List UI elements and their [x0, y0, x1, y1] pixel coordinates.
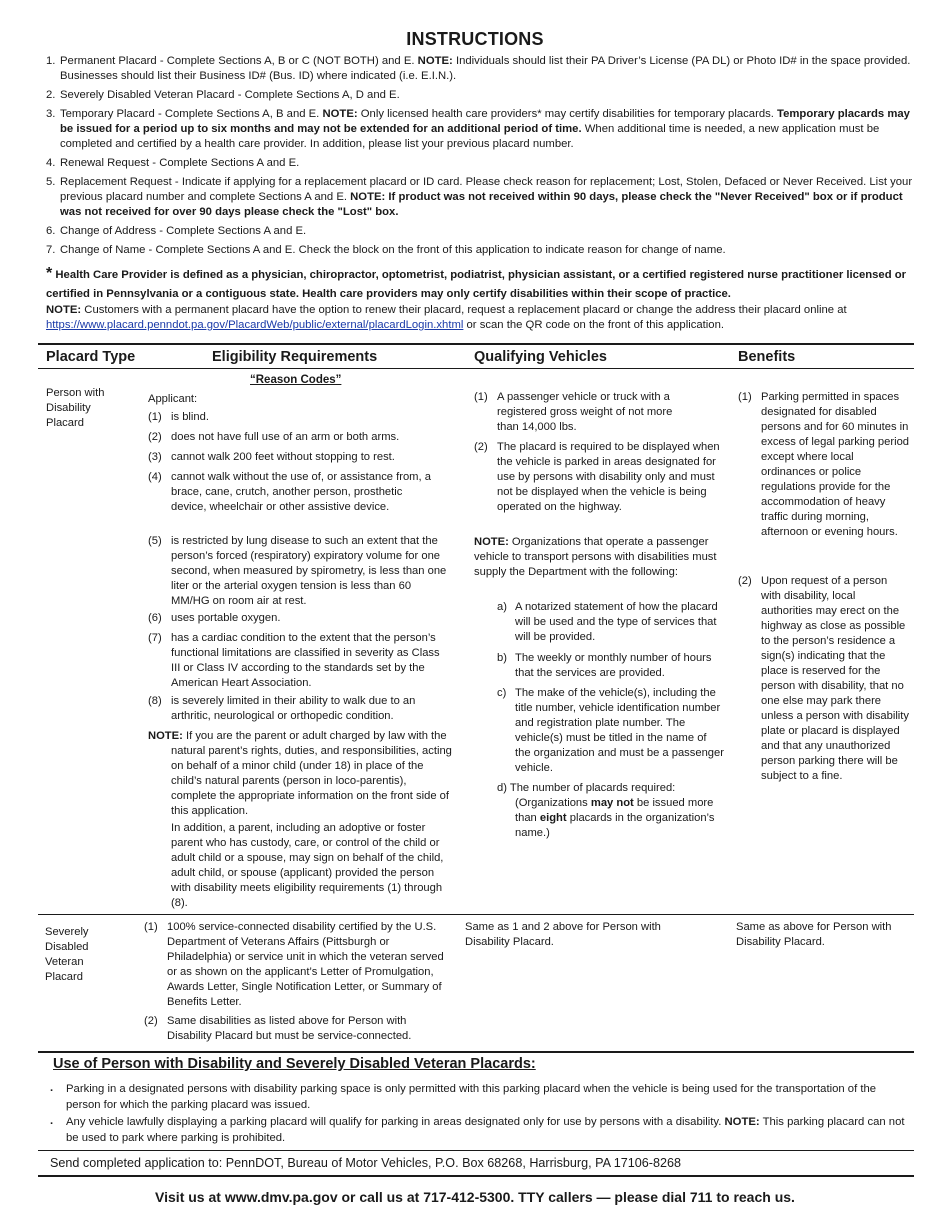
item-text: cannot walk without the use of, or assistance from, a brace, cane, crutch, another person, prosthetic device, wheelchair or other assistive device.: [171, 471, 431, 513]
instruction-text: When additional time is needed, a new application must be completed and certified by a health care provider. In addition, please list your previous placard number.: [60, 123, 880, 150]
item-text: The placard is required to be displayed when the vehicle is parked in areas designated for use by persons with disability only and must not be displayed when the vehicle is being operated on the highway.: [497, 441, 720, 513]
item-text: The number of placards required:: [509, 782, 676, 794]
type-line: Person with: [46, 387, 105, 399]
type-line: Severely: [45, 926, 89, 938]
bullet-text: Parking in a designated persons with disability parking space is only permitted with this parking placard when the vehicle is being used for the transportation of the person for which the parking placard was issued.: [66, 1083, 877, 1111]
item-number: (4): [148, 471, 162, 483]
item-text: 100% service-connected disability certified by the U.S. Department of Veterans Affairs (Pittsburgh or Philadelphia) or service unit in which the veteran served or as shown on the applicant’s Letter of Promulgation, Awards Letter, Single Notification Letter, or Summary of Benefits Letter.: [167, 921, 444, 1008]
item-text: The weekly or monthly number of hours that the services are provided.: [515, 652, 712, 679]
instruction-item: [46, 156, 918, 171]
header-qualifying-vehicles: Qualifying Vehicles: [474, 349, 607, 365]
health-care-text: Health Care Provider is defined as a physician, chiropractor, optometrist, podiatrist, physician assistant, or a certified registered nurse practitioner licensed or certified in Pennsylvania or a contiguous state. Health care providers may only certify disabilities within their scope of practice.: [46, 269, 907, 300]
eligibility-item: [148, 430, 440, 445]
instruction-number: 5.: [46, 176, 56, 188]
health-care-definition: [46, 264, 918, 304]
vehicle-sub-item: [497, 600, 725, 645]
instruction-text: Replacement Request - Indicate if applying for a replacement placard or ID card. Please check reason for replacement; Lost, Stolen, Defaced or Never Received. List your previous placard number and complete Sections A and E.: [60, 176, 913, 203]
benefit-item: [738, 390, 910, 540]
item-text: is blind.: [171, 411, 209, 423]
item-text: Same disabilities as listed above for Person with Disability Placard but must be service-connected.: [167, 1015, 412, 1042]
vehicle-item: [474, 390, 724, 435]
emphasis: may not: [590, 797, 634, 809]
item-number: (3): [148, 451, 162, 463]
send-bottom-rule: [38, 1175, 914, 1177]
vehicle-item: [474, 440, 724, 515]
item-text: placards in the organization’s name.): [515, 812, 715, 839]
note-text: Organizations that operate a passenger vehicle to transport persons with disabilities must supply the Department with the following:: [474, 536, 717, 578]
item-text: uses portable oxygen.: [171, 612, 281, 624]
header-benefits: Benefits: [738, 349, 796, 365]
instruction-text: Permanent Placard - Complete Sections A, B or C (NOT BOTH) and E.: [60, 55, 418, 67]
asterisk: *: [46, 265, 53, 282]
eligibility-item: [148, 534, 452, 609]
instruction-text: Change of Name - Complete Sections A and E. Check the block on the front of this application to indicate reason for change of name.: [60, 244, 726, 256]
item-number: (1): [738, 391, 752, 403]
item-text: (Organizations: [515, 797, 591, 809]
instruction-item: [46, 107, 918, 152]
instruction-bold-text: NOTE: If product was not received within 90 days, please check the "Never Received" box or if product was not received for over 90 days please check the "Lost" box.: [60, 191, 903, 218]
instruction-text: Temporary Placard - Complete Sections A, B and E.: [60, 108, 323, 120]
emphasis: eight: [539, 812, 567, 824]
instruction-number: 3.: [46, 108, 56, 120]
item-letter: a): [497, 601, 507, 613]
item-letter: c): [497, 687, 507, 699]
header-eligibility: Eligibility Requirements: [212, 349, 378, 365]
item-number: (2): [144, 1015, 158, 1027]
item-text: A passenger vehicle or truck with a registered gross weight of not more than 14,000 lbs.: [497, 391, 673, 433]
use-section-heading: Use of Person with Disability and Severely Disabled Veteran Placards:: [53, 1056, 536, 1072]
item-number: (6): [148, 612, 162, 624]
item-number: (7): [148, 632, 162, 644]
item-text: is restricted by lung disease to such an extent that the person’s forced (respiratory) expiratory volume for one second, when measured by spirometry, is less than one liter or the arterial oxygen tension is less than 60 MM/HG on room air at rest.: [171, 535, 447, 607]
placard-type-veteran: [45, 925, 89, 985]
item-text: cannot walk 200 feet without stopping to rest.: [171, 451, 395, 463]
page-title: INSTRUCTIONS: [406, 29, 544, 49]
item-number: (1): [148, 411, 162, 423]
type-line: Disabled: [45, 941, 89, 953]
instruction-text: Change of Address - Complete Sections A and E.: [60, 225, 307, 237]
item-letter: b): [497, 652, 507, 664]
send-address: Send completed application to: PennDOT, Bureau of Motor Vehicles, P.O. Box 68268, Harrisburg, PA 17106-8268: [50, 1156, 682, 1170]
vehicle-note: [474, 535, 724, 580]
bullet-text: This parking placard can not be used to park where parking is prohibited.: [66, 1116, 905, 1144]
instruction-item: [46, 175, 918, 220]
instruction-number: 7.: [46, 244, 56, 256]
instruction-text: Only licensed health care providers* may certify disabilities for temporary placards.: [357, 108, 778, 120]
send-top-rule: [38, 1150, 914, 1151]
vehicle-sub-item-d: [497, 781, 725, 841]
item-number: (1): [144, 921, 158, 933]
instruction-item: [46, 224, 918, 239]
instruction-item: [46, 243, 918, 258]
item-number: (2): [474, 441, 488, 453]
veteran-eligibility-item: [144, 1014, 444, 1044]
note-label: NOTE:: [322, 108, 358, 120]
vehicle-sub-item: [497, 686, 725, 776]
item-text: Parking permitted in spaces designated for disabled persons and for 60 minutes in excess of legal parking period except where local ordinances or police regulations provide for the accommodation of heavy traffic during morning, afternoon or evening hours.: [761, 391, 910, 538]
item-number: (2): [738, 575, 752, 587]
type-line: Placard: [46, 417, 84, 429]
eligibility-item: [148, 694, 454, 724]
bullet-dot: .: [50, 1082, 54, 1094]
instruction-text: Renewal Request - Complete Sections A and E.: [60, 157, 300, 169]
eligibility-note-2: In addition, a parent, including an adoptive or foster parent who has custody, care, or control of the child or adult child or a spouse, may sign on behalf of the child, adult child, or spouse (applicant) provided the person with disability meets eligibility requirements (1) through (8).: [171, 822, 444, 909]
online-note: [46, 303, 918, 333]
instruction-item: [46, 54, 918, 84]
instruction-number: 6.: [46, 225, 56, 237]
item-number: (8): [148, 695, 162, 707]
placard-login-link[interactable]: https://www.placard.penndot.pa.gov/PlacardWeb/public/external/placardLogin.xhtml: [46, 319, 464, 331]
veteran-benefits: Same as above for Person with Disability Placard.: [736, 921, 892, 948]
type-line: Placard: [45, 971, 83, 983]
eligibility-item: [148, 450, 440, 465]
item-number: (2): [148, 431, 162, 443]
applicant-label: Applicant:: [148, 393, 198, 405]
eligibility-item: [148, 470, 440, 515]
header-placard-type: Placard Type: [46, 349, 136, 365]
item-text: has a cardiac condition to the extent that the person’s functional limitations are classified in severity as Class III or Class IV according to the standards set by the American Heart Association.: [171, 632, 440, 689]
bullet-dot: .: [50, 1115, 54, 1127]
item-text: Upon request of a person with disability, local authorities may erect on the highway as close as possible to the person’s residence a sign(s) indicating that the place is reserved for the person with disability, that no one else may park there unless a person with disability plate or placard is displayed and that any unauthorized person parking there will be subject to a fine.: [761, 575, 909, 782]
instruction-number: 1.: [46, 55, 56, 67]
use-bullet: [50, 1081, 910, 1113]
bullet-text: Any vehicle lawfully displaying a parking placard will qualify for parking in areas designated only for use by persons with a disability.: [66, 1116, 725, 1128]
note-label: NOTE:: [148, 730, 183, 742]
item-text: does not have full use of an arm or both arms.: [171, 431, 400, 443]
online-note-after: or scan the QR code on the front of this application.: [463, 319, 724, 331]
note-label: NOTE:: [474, 536, 509, 548]
benefit-item: [738, 574, 910, 784]
contact-footer: Visit us at www.dmv.pa.gov or call us at 717-412-5300. TTY callers — please dial 711 to reach us.: [155, 1189, 795, 1205]
item-number: (5): [148, 535, 162, 547]
online-note-text: Customers with a permanent placard have the option to renew their placard, request a replacement placard or change the address their placard online at: [81, 304, 847, 316]
instruction-bold-text: Temporary placards may be issued for a period up to six months and may not be extended for an additional period of time.: [60, 108, 910, 135]
instruction-number: 2.: [46, 89, 56, 101]
instruction-item: [46, 88, 918, 103]
item-letter: d): [497, 782, 507, 794]
table-header-rule: [38, 368, 914, 369]
eligibility-note: [148, 729, 454, 819]
eligibility-item: [148, 611, 440, 626]
table-bottom-rule: [38, 1051, 914, 1053]
note-label: NOTE:: [46, 304, 82, 316]
type-line: Veteran: [45, 956, 84, 968]
eligibility-item: [148, 631, 450, 691]
instruction-number: 4.: [46, 157, 56, 169]
item-text: is severely limited in their ability to walk due to an arthritic, neurological or orthopedic condition.: [171, 695, 416, 722]
type-line: Disability: [46, 402, 91, 414]
item-text: The make of the vehicle(s), including the title number, vehicle identification number and registration plate number. The vehicle(s) must be titled in the name of the organization and must be a passenger vehicle.: [515, 687, 724, 774]
veteran-eligibility-item: [144, 920, 448, 1010]
row-divider: [38, 914, 914, 915]
reason-codes-label: “Reason Codes”: [250, 374, 342, 386]
table-top-rule: [38, 343, 914, 345]
note-label: NOTE:: [417, 55, 453, 67]
item-text: be issued more than: [515, 797, 714, 824]
item-number: (1): [474, 391, 488, 403]
eligibility-item: [148, 410, 440, 425]
item-text: A notarized statement of how the placard will be used and the type of services that will be provided.: [515, 601, 718, 643]
veteran-vehicles: Same as 1 and 2 above for Person with Disability Placard.: [465, 921, 661, 948]
note-text: If you are the parent or adult charged by law with the natural parent’s rights, duties, and responsibilities, acting on behalf of a minor child (under 18) in place of the child’s natural parents (person in loco-parentis), complete the appropriate information on the front side of this application.: [171, 730, 452, 817]
note-label: NOTE:: [724, 1116, 760, 1128]
placard-type-person: [46, 386, 104, 431]
use-bullet: [50, 1114, 910, 1146]
instruction-text: Severely Disabled Veteran Placard - Complete Sections A, D and E.: [60, 89, 400, 101]
vehicle-sub-item: [497, 651, 725, 681]
instruction-text: Individuals should list their PA Driver’s License (PA DL) or Photo ID# in the space provided. Businesses should list their Business ID# (Bus. ID) where indicated (i.e. E.I.N.).: [60, 55, 911, 82]
